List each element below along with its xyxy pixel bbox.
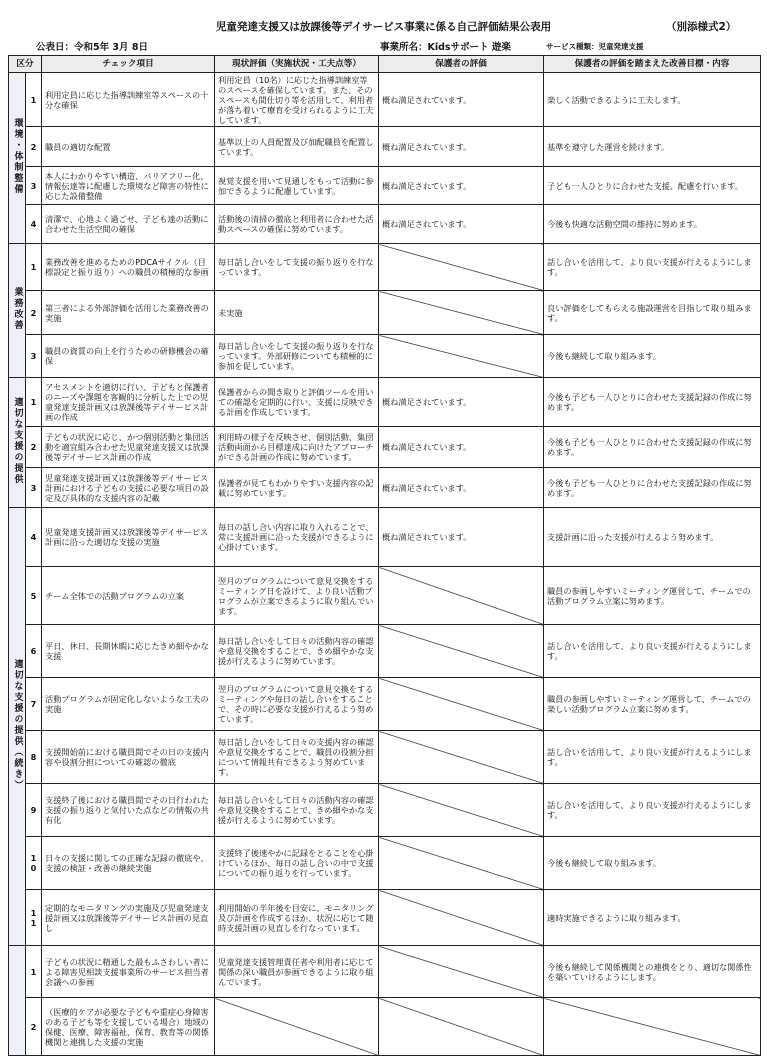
header-check-item: チェック項目 (42, 56, 215, 73)
row-number: 2 (26, 127, 42, 167)
status-cell: 保護者からの聞き取りと評価ツールを用いての確認を定期的に行い、支援に反映できる計画を作成しています。 (215, 378, 379, 427)
guardian-evaluation-empty (379, 335, 544, 378)
guardian-evaluation-empty (379, 946, 544, 998)
table-row (9, 837, 761, 890)
status-cell: 毎日話し合いをして日々の支援内容の確認や意見交換をすることで、職員の役割分担について情報共有できるよう努めています。 (215, 731, 379, 784)
improvement-cell: 子ども一人ひとりに合わせた支援、配慮を行います。 (544, 167, 761, 205)
guardian-evaluation-cell: 概ね満足されています。 (379, 427, 544, 468)
status-cell: 未実施 (215, 291, 379, 335)
improvement-cell: 職員の参画しやすいミーティング運営して、チームでの活動プログラム立案に努めます。 (544, 567, 761, 625)
row-number: 6 (26, 625, 42, 678)
improvement-cell: 今後も子ども一人ひとりに合わせた支援記録の作成に努めます。 (544, 427, 761, 468)
table-row (9, 73, 761, 127)
guardian-evaluation-empty (379, 567, 544, 625)
guardian-evaluation-cell: 概ね満足されています。 (379, 167, 544, 205)
guardian-evaluation-empty (379, 731, 544, 784)
table-row (9, 784, 761, 837)
guardian-evaluation-cell: 概ね満足されています。 (379, 205, 544, 244)
status-cell: 利用時の様子を反映させ、個別活動、集団活動両面から目標達成に向けたアプローチができる計画の作成に努めています。 (215, 427, 379, 468)
improvement-cell: 適時実施できるように取り組みます。 (544, 890, 761, 946)
status-cell: 毎日話し合いをして日々の活動内容の確認や意見交換をすることで、きめ細やかな支援が行えるように努めています。 (215, 625, 379, 678)
check-item-cell: 児童発達支援計画又は放課後等デイサービス計画に沿った適切な支援の実施 (42, 508, 215, 567)
check-item-cell: 活動プログラムが固定化しないような工夫の実施 (42, 678, 215, 731)
improvement-cell: 楽しく活動できるように工夫します。 (544, 73, 761, 127)
guardian-evaluation-empty (379, 837, 544, 890)
row-number: 2 (26, 998, 42, 1056)
row-number: 2 (26, 427, 42, 468)
status-cell: 翌月のプログラムについて意見交換をするミーティング日を設けて、より良い活動プログラムが立案できるように取り組んでいます。 (215, 567, 379, 625)
improvement-cell: 今後も継続して関係機関との連携をとり、適切な関係性を築いていけるようにします。 (544, 946, 761, 998)
section-label (9, 378, 26, 508)
status-cell: 保護者が見てもわかりやすい支援内容の記載に努めています。 (215, 468, 379, 508)
check-item-cell: 本人にわかりやすい構造、バリアフリー化、情報伝達等に配慮した環境など障害の特性に応じた設備整備 (42, 167, 215, 205)
check-item-cell: （医療的ケアが必要な子どもや重症心身障害のある子ども等を支援している場合）地域の保健、医療、障害福祉、保育、教育等の関係機関と連携した支援の実施 (42, 998, 215, 1056)
status-cell: 支援終了後速やかに記録をとることを心掛けているほか、毎日の話し合いの中で支援についての振り返りを行っています。 (215, 837, 379, 890)
row-number: 1 (26, 946, 42, 998)
guardian-evaluation-empty (379, 890, 544, 946)
guardian-evaluation-cell: 概ね満足されています。 (379, 378, 544, 427)
improvement-cell: 話し合いを活用して、より良い支援が行えるようにします。 (544, 625, 761, 678)
check-item-cell: 職員の資質の向上を行うための研修機会の確保 (42, 335, 215, 378)
check-item-cell: 平日、休日、長期休暇に応じたきめ細やかな支援 (42, 625, 215, 678)
guardian-evaluation-cell: 概ね満足されています。 (379, 468, 544, 508)
improvement-cell: 基準を遵守した運営を続けます。 (544, 127, 761, 167)
check-item-cell: 定期的なモニタリングの実施及び児童発達支援計画又は放課後等デイサービス計画の見直し (42, 890, 215, 946)
table-row (9, 205, 761, 244)
improvement-cell: 今後も快適な活動空間の維持に努めます。 (544, 205, 761, 244)
status-cell: 利用定員（10名）に応じた指導訓練室等のスペースを確保しています。また、そのスペースも間仕切り等を活用して、利用者が落ち着いて療育を受けられるように工夫しています。 (215, 73, 379, 127)
row-number: 3 (26, 468, 42, 508)
table-row (9, 468, 761, 508)
row-number: 3 (26, 167, 42, 205)
guardian-evaluation-empty (379, 784, 544, 837)
row-number: 5 (26, 567, 42, 625)
check-item-cell: チーム全体での活動プログラムの立案 (42, 567, 215, 625)
check-item-cell: 日々の支援に関しての正確な記録の徹底や、支援の検証・改善の継続実施 (42, 837, 215, 890)
table-row (9, 890, 761, 946)
service-type: サービス種類：児童発達支援 (546, 42, 644, 51)
status-cell: 翌月のプログラムについて意見交換をするミーティングや毎日の話し合いをすることで、その時に必要な支援が行えるよう努めています。 (215, 678, 379, 731)
table-row (9, 291, 761, 335)
section-label-text: 適切な支援の提供 (12, 396, 23, 485)
row-number: 10 (26, 837, 42, 890)
table-row (9, 998, 761, 1056)
guardian-evaluation-empty (379, 678, 544, 731)
row-number: 4 (26, 205, 42, 244)
row-number: 4 (26, 508, 42, 567)
section-label (9, 946, 26, 1056)
row-number: 1 (26, 244, 42, 291)
table-row (9, 678, 761, 731)
check-item-cell: 子どもの状況に応じ、かつ個別活動と集団活動を適宜組み合わせた児童発達支援又は放課後等デイサービス計画の作成 (42, 427, 215, 468)
check-item-cell: 清潔で、心地よく過ごせ、子ども達の活動に合わせた生活空間の確保 (42, 205, 215, 244)
improvement-cell: 職員の参画しやすいミーティング運営して、チームでの楽しい活動プログラム立案に努めます。 (544, 678, 761, 731)
improvement-cell: 支援計画に沿った支援が行えるよう努めます。 (544, 508, 761, 567)
table-row (9, 378, 761, 427)
guardian-evaluation-cell: 概ね満足されています。 (379, 508, 544, 567)
row-number: 3 (26, 335, 42, 378)
check-item-cell: 子どもの状況に精通した最もふさわしい者による障害児相談支援事業所のサービス担当者会議への参画 (42, 946, 215, 998)
guardian-evaluation-empty (379, 625, 544, 678)
status-cell: 毎日話し合いをして支援の振り返りを行なっています。 (215, 244, 379, 291)
status-cell: 毎日話し合いをして日々の活動内容の確認や意見交換をすることで、きめ細やかな支援が行えるように努めています。 (215, 784, 379, 837)
status-cell: 児童発達支援管理責任者や利用者に応じて関係の深い職員が参画できるように取り組んでいます。 (215, 946, 379, 998)
row-number: 1 (26, 73, 42, 127)
check-item-cell: 支援開始前における職員間でその日の支援内容や役割分担についての確認の徹底 (42, 731, 215, 784)
section-label-text: 環境・体制整備 (12, 117, 23, 195)
improvement-cell: 今後も継続して取り組みます。 (544, 837, 761, 890)
status-cell: 視覚支援を用いて見通しをもって活動に参加できるように配慮しています。 (215, 167, 379, 205)
table-row (9, 427, 761, 468)
office-name: 事業所名：Kidsサポート 遊楽 (380, 42, 511, 53)
section-label-text: 業務改善 (12, 286, 23, 331)
check-item-cell: 業務改善を進めるためのPDCAサイクル（目標設定と振り返り）への職員の積極的な参画 (42, 244, 215, 291)
guardian-evaluation-empty (379, 244, 544, 291)
guardian-evaluation-cell: 概ね満足されています。 (379, 73, 544, 127)
check-item-cell: 職員の適切な配置 (42, 127, 215, 167)
row-number: 9 (26, 784, 42, 837)
improvement-cell: 今後も子ども一人ひとりに合わせた支援記録の作成に努めます。 (544, 468, 761, 508)
table-row (9, 731, 761, 784)
status-cell: 毎日話し合いをして支援の振り返りを行なっています。外部研修についても積極的に参加を促しています。 (215, 335, 379, 378)
table-row (9, 167, 761, 205)
guardian-evaluation-empty (379, 291, 544, 335)
improvement-cell: 話し合いを活用して、より良い支援が行えるようにします。 (544, 244, 761, 291)
row-number: 7 (26, 678, 42, 731)
check-item-cell: 利用定員に応じた指導訓練室等スペースの十分な確保 (42, 73, 215, 127)
check-item-cell: 児童発達支援計画又は放課後等デイサービス計画における子どもの支援に必要な項目の設定及び具体的な支援内容の記載 (42, 468, 215, 508)
table-body (9, 73, 761, 1056)
table-header-row (9, 56, 761, 73)
header-guardian: 保護者の評価 (379, 56, 544, 73)
header-status: 現状評価（実施状況・工夫点等） (215, 56, 379, 73)
guardian-evaluation-empty (379, 998, 544, 1056)
header-category: 区分 (9, 56, 42, 73)
improvement-cell: 話し合いを活用して、より良い支援が行えるようにします。 (544, 784, 761, 837)
check-item-cell: 第三者による外部評価を活用した業務改善の実施 (42, 291, 215, 335)
row-number: 8 (26, 731, 42, 784)
evaluation-table (8, 55, 761, 1056)
status-cell: 基準以上の人員配置及び加配職員を配置しています。 (215, 127, 379, 167)
header-improvement: 保護者の評価を踏まえた改善目標・内容 (544, 56, 761, 73)
published-date: 公表日：令和5年 3月 8日 (36, 42, 148, 53)
row-number: 1 (26, 378, 42, 427)
section-label (9, 508, 26, 946)
guardian-evaluation-cell: 概ね満足されています。 (379, 127, 544, 167)
check-item-cell: 支援終了後における職員間でその日行われた支援の振り返りと気付いた点などの情報の共有化 (42, 784, 215, 837)
table-row (9, 127, 761, 167)
improvement-cell: 話し合いを活用して、より良い支援が行えるようにします。 (544, 731, 761, 784)
status-cell: 活動後の清掃の徹底と利用者に合わせた活動スペースの確保に努めています。 (215, 205, 379, 244)
status-cell: 利用開始の半年後を目安に、モニタリング及び計画を作成するほか、状況に応じて随時支援計画の見直しを行なっています。 (215, 890, 379, 946)
section-label-text: 適切な支援の提供（続き） (12, 658, 23, 791)
improvement-cell: 良い評価をしてもらえる施設運営を目指して取り組みます。 (544, 291, 761, 335)
status-cell: 毎日の話し合い内容に取り入れることで、常に支援計画に沿った支援ができるように心掛けています。 (215, 508, 379, 567)
document-title: 児童発達支援又は放課後等デイサービス事業に係る自己評価結果公表用 (215, 21, 552, 33)
table-row (9, 567, 761, 625)
table-row (9, 508, 761, 567)
improvement-cell-empty (544, 998, 761, 1056)
section-label (9, 244, 26, 378)
table-row (9, 244, 761, 291)
form-id: （別添様式2） (666, 21, 737, 33)
row-number: 11 (26, 890, 42, 946)
check-item-cell: アセスメントを適切に行い、子どもと保護者のニーズや課題を客観的に分析した上での児童発達支援計画又は放課後等デイサービス計画の作成 (42, 378, 215, 427)
improvement-cell: 今後も継続して取り組みます。 (544, 335, 761, 378)
table-row (9, 946, 761, 998)
section-label (9, 73, 26, 244)
status-cell-empty (215, 998, 379, 1056)
row-number: 2 (26, 291, 42, 335)
table-row (9, 625, 761, 678)
table-row (9, 335, 761, 378)
improvement-cell: 今後も子ども一人ひとりに合わせた支援記録の作成に努めます。 (544, 378, 761, 427)
